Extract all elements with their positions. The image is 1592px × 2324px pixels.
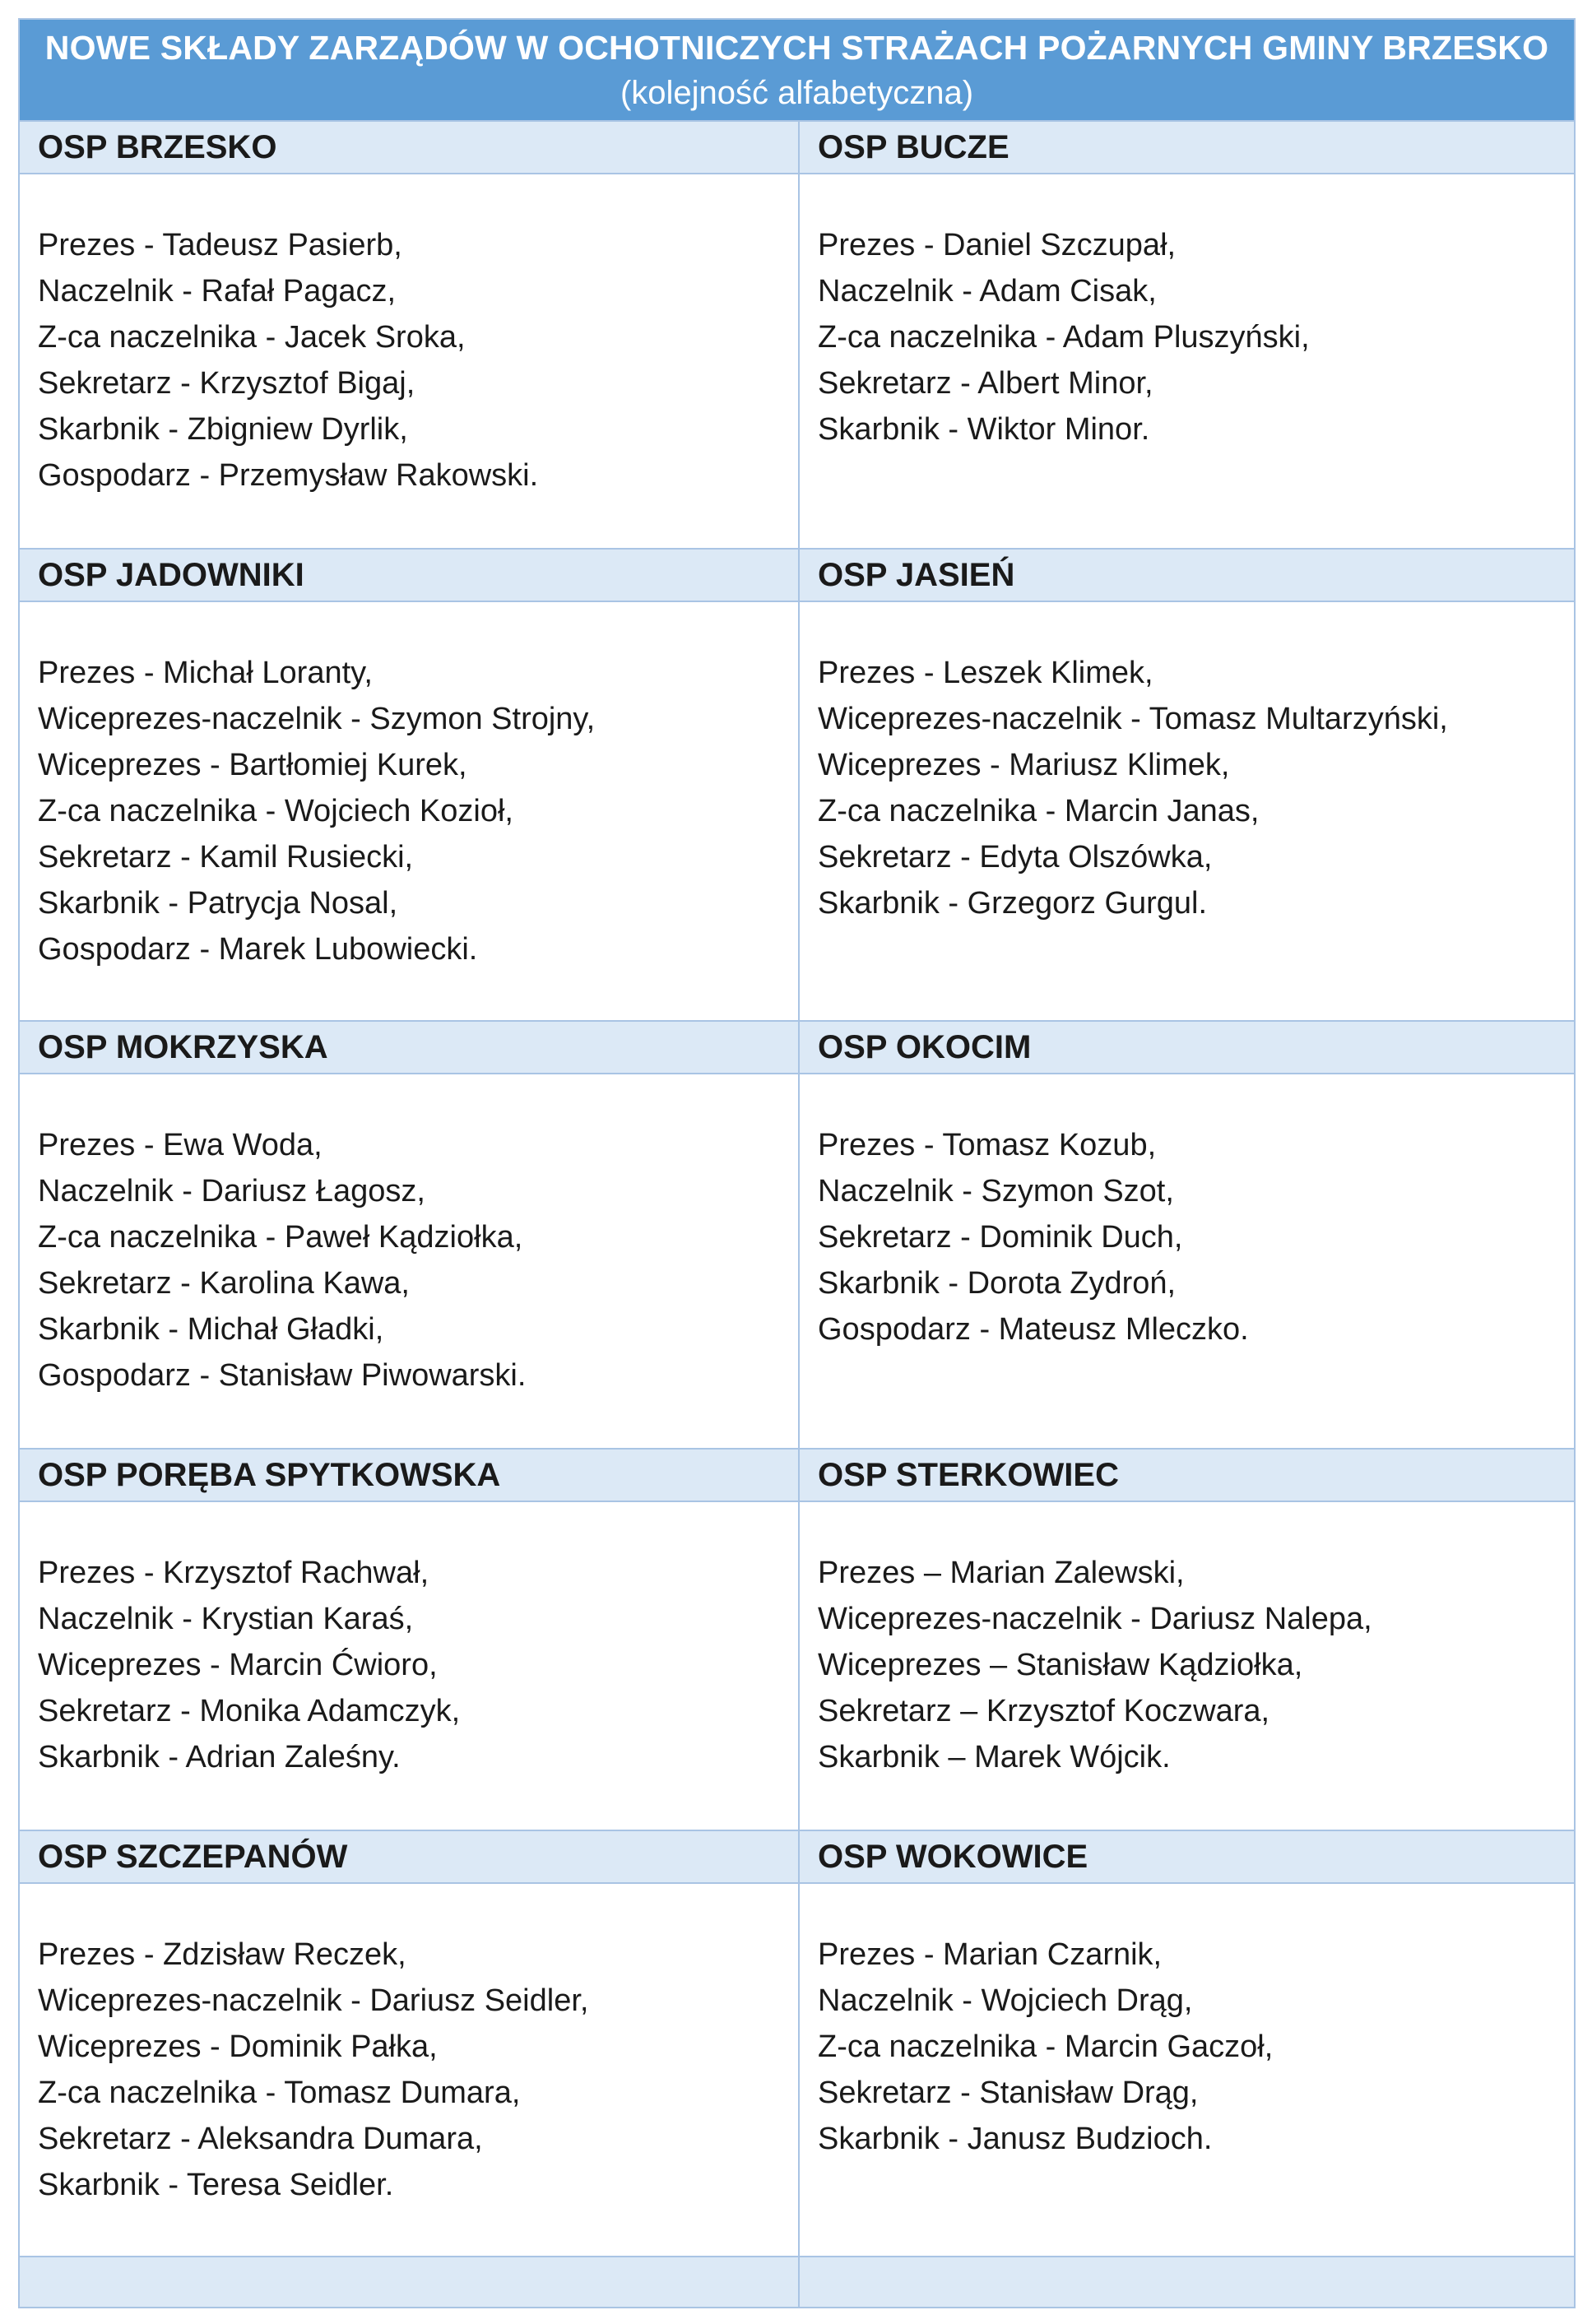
- member-entry: Sekretarz - Aleksandra Dumara,: [38, 2122, 483, 2156]
- member-entry: Skarbnik - Teresa Seidler.: [38, 2168, 394, 2202]
- member-entry: Prezes - Leszek Klimek,: [818, 656, 1153, 690]
- member-entry: Prezes - Krzysztof Rachwał,: [38, 1556, 429, 1590]
- member-entry: Skarbnik - Dorota Zydroń,: [818, 1266, 1177, 1301]
- member-entry: Wiceprezes - Dominik Pałka,: [38, 2029, 438, 2064]
- member-entry: Gospodarz - Marek Lubowiecki.: [38, 932, 478, 967]
- unit-name: OSP WOKOWICE: [818, 1839, 1088, 1875]
- unit-name: OSP STERKOWIEC: [818, 1457, 1119, 1493]
- member-entry: Naczelnik - Dariusz Łagosz,: [38, 1174, 425, 1208]
- unit-name: OSP PORĘBA SPYTKOWSKA: [38, 1457, 501, 1493]
- unit-header-row: [19, 549, 1575, 601]
- member-entry: Gospodarz - Przemysław Rakowski.: [38, 458, 539, 493]
- unit-members-cell: [19, 1074, 799, 1449]
- member-list: [20, 602, 798, 972]
- unit-header-row: [19, 1449, 1575, 1501]
- member-list: [20, 174, 798, 499]
- unit-header-row: [19, 1021, 1575, 1074]
- member-list: [20, 1884, 798, 2208]
- member-entry: Skarbnik - Michał Gładki,: [38, 1312, 384, 1347]
- member-entry: Gospodarz - Stanisław Piwowarski.: [38, 1358, 527, 1393]
- member-entry: Skarbnik - Wiktor Minor.: [818, 412, 1150, 447]
- member-entry: Skarbnik - Janusz Budzioch.: [818, 2122, 1213, 2156]
- osp-boards-table: [18, 18, 1576, 2308]
- member-list: [800, 174, 1574, 452]
- unit-name-cell: [19, 549, 799, 601]
- unit-members-cell: [799, 1883, 1575, 2257]
- member-entry: Prezes - Michał Loranty,: [38, 656, 373, 690]
- member-entry: Sekretarz - Krzysztof Bigaj,: [38, 366, 415, 401]
- member-entry: Wiceprezes-naczelnik - Szymon Strojny,: [38, 702, 596, 736]
- member-entry: Naczelnik - Krystian Karaś,: [38, 1602, 414, 1636]
- unit-name: OSP SZCZEPANÓW: [38, 1839, 348, 1875]
- unit-members-row: [19, 601, 1575, 1021]
- unit-members-cell: [799, 1074, 1575, 1449]
- unit-members-cell: [19, 1883, 799, 2257]
- member-entry: Naczelnik - Adam Cisak,: [818, 274, 1157, 308]
- unit-header-row: [19, 121, 1575, 174]
- member-entry: Wiceprezes - Mariusz Klimek,: [818, 748, 1230, 782]
- member-entry: Wiceprezes-naczelnik - Dariusz Seidler,: [38, 1983, 589, 2018]
- member-entry: Z-ca naczelnika - Tomasz Dumara,: [38, 2076, 521, 2110]
- member-entry: Sekretarz - Edyta Olszówka,: [818, 840, 1213, 874]
- unit-members-row: [19, 1501, 1575, 1830]
- unit-members-row: [19, 1074, 1575, 1449]
- member-entry: Gospodarz - Mateusz Mleczko.: [818, 1312, 1249, 1347]
- member-entry: Skarbnik - Zbigniew Dyrlik,: [38, 412, 408, 447]
- unit-members-cell: [19, 1501, 799, 1830]
- member-entry: Sekretarz - Stanisław Drąg,: [818, 2076, 1199, 2110]
- unit-name: OSP JADOWNIKI: [38, 557, 304, 593]
- unit-name-cell: [19, 1449, 799, 1501]
- member-entry: Wiceprezes – Stanisław Kądziołka,: [818, 1648, 1303, 1682]
- member-entry: Naczelnik - Rafał Pagacz,: [38, 274, 397, 308]
- title-row: [19, 19, 1575, 121]
- unit-name-cell: [799, 1449, 1575, 1501]
- member-entry: Z-ca naczelnika - Jacek Sroka,: [38, 320, 466, 355]
- member-entry: Skarbnik - Adrian Zaleśny.: [38, 1740, 401, 1774]
- empty-footer-cell: [19, 2257, 799, 2308]
- document-title: NOWE SKŁADY ZARZĄDÓW W OCHOTNICZYCH STRAŻACH POŻARNYCH GMINY BRZESKO: [44, 28, 1549, 67]
- unit-name-cell: [19, 1830, 799, 1883]
- title-cell: [19, 19, 1575, 121]
- member-entry: Skarbnik – Marek Wójcik.: [818, 1740, 1171, 1774]
- member-list: [800, 602, 1574, 926]
- member-entry: Z-ca naczelnika - Marcin Gaczoł,: [818, 2029, 1274, 2064]
- unit-name-cell: [799, 121, 1575, 174]
- member-entry: Wiceprezes - Bartłomiej Kurek,: [38, 748, 467, 782]
- member-entry: Sekretarz – Krzysztof Koczwara,: [818, 1694, 1270, 1728]
- member-entry: Prezes - Daniel Szczupał,: [818, 228, 1177, 262]
- unit-members-cell: [799, 1501, 1575, 1830]
- member-entry: Naczelnik - Wojciech Drąg,: [818, 1983, 1193, 2018]
- member-entry: Sekretarz - Albert Minor,: [818, 366, 1153, 401]
- member-entry: Z-ca naczelnika - Adam Pluszyński,: [818, 320, 1310, 355]
- unit-members-row: [19, 174, 1575, 549]
- member-entry: Prezes - Ewa Woda,: [38, 1128, 323, 1162]
- member-entry: Sekretarz - Monika Adamczyk,: [38, 1694, 461, 1728]
- member-entry: Sekretarz - Kamil Rusiecki,: [38, 840, 414, 874]
- empty-footer-cell: [799, 2257, 1575, 2308]
- member-entry: Sekretarz - Karolina Kawa,: [38, 1266, 410, 1301]
- member-entry: Prezes - Tomasz Kozub,: [818, 1128, 1157, 1162]
- unit-name-cell: [799, 1021, 1575, 1074]
- document-subtitle: (kolejność alfabetyczna): [620, 74, 974, 111]
- member-list: [20, 1074, 798, 1399]
- member-entry: Prezes – Marian Zalewski,: [818, 1556, 1185, 1590]
- member-entry: Skarbnik - Patrycja Nosal,: [38, 886, 398, 921]
- unit-name-cell: [19, 121, 799, 174]
- unit-name: OSP JASIEŃ: [818, 557, 1015, 593]
- member-list: [800, 1884, 1574, 2162]
- member-entry: Prezes - Zdzisław Reczek,: [38, 1937, 406, 1972]
- member-entry: Wiceprezes-naczelnik - Dariusz Nalepa,: [818, 1602, 1372, 1636]
- unit-name: OSP BRZESKO: [38, 129, 277, 165]
- member-list: [800, 1502, 1574, 1780]
- member-entry: Wiceprezes - Marcin Ćwioro,: [38, 1648, 438, 1682]
- unit-name: OSP BUCZE: [818, 129, 1010, 165]
- member-entry: Wiceprezes-naczelnik - Tomasz Multarzyński,: [818, 702, 1448, 736]
- unit-members-cell: [799, 601, 1575, 1021]
- member-entry: Sekretarz - Dominik Duch,: [818, 1220, 1183, 1255]
- unit-name: OSP MOKRZYSKA: [38, 1029, 328, 1065]
- unit-members-cell: [799, 174, 1575, 549]
- unit-members-cell: [19, 601, 799, 1021]
- unit-header-row: [19, 1830, 1575, 1883]
- member-list: [20, 1502, 798, 1780]
- unit-members-row: [19, 1883, 1575, 2257]
- unit-name-cell: [799, 549, 1575, 601]
- member-entry: Skarbnik - Grzegorz Gurgul.: [818, 886, 1208, 921]
- member-list: [800, 1074, 1574, 1352]
- member-entry: Z-ca naczelnika - Wojciech Kozioł,: [38, 794, 513, 828]
- unit-name: OSP OKOCIM: [818, 1029, 1032, 1065]
- member-entry: Naczelnik - Szymon Szot,: [818, 1174, 1174, 1208]
- unit-name-cell: [799, 1830, 1575, 1883]
- unit-members-cell: [19, 174, 799, 549]
- member-entry: Prezes - Tadeusz Pasierb,: [38, 228, 402, 262]
- member-entry: Prezes - Marian Czarnik,: [818, 1937, 1163, 1972]
- unit-name-cell: [19, 1021, 799, 1074]
- member-entry: Z-ca naczelnika - Marcin Janas,: [818, 794, 1260, 828]
- member-entry: Z-ca naczelnika - Paweł Kądziołka,: [38, 1220, 523, 1255]
- footer-row: [19, 2257, 1575, 2308]
